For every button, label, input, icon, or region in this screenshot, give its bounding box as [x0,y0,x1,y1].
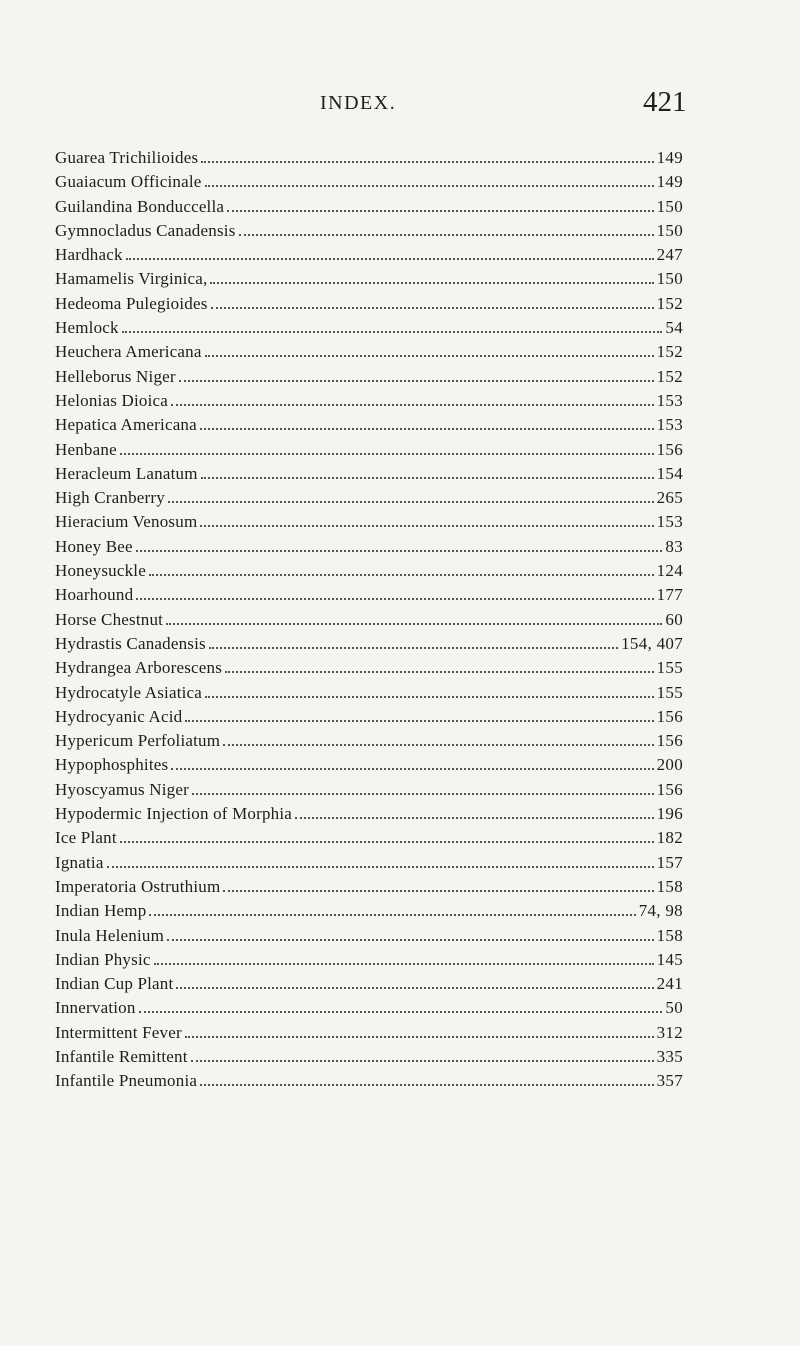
dot-leader [168,501,654,503]
entry-page-number: 153 [656,415,683,435]
entry-page-number: 155 [656,658,683,678]
entry-term: Hamamelis Virginica, [55,269,208,289]
dot-leader [122,331,663,333]
entry-term: Heracleum Lanatum [55,463,198,483]
entry-term: Indian Physic [55,949,151,969]
index-entry [55,875,683,899]
dot-leader [107,866,654,868]
entry-page-number: 335 [656,1046,683,1066]
dot-leader [171,768,653,770]
index-entry [55,413,683,437]
dot-leader [223,890,653,892]
entry-page-number: 149 [656,148,683,167]
entry-term: Ignatia [55,852,104,872]
entry-page-number: 149 [656,172,683,192]
index-entry [55,292,683,316]
entry-page-number: 74, 98 [638,901,683,921]
index-entry [55,924,683,948]
dot-leader [205,355,654,357]
page-number: 421 [643,86,687,118]
dot-leader [223,744,653,746]
index-entry [55,972,683,996]
entry-term: Guilandina Bonduccella [55,196,225,216]
entry-term: Hardhack [55,245,123,265]
index-entry [55,535,683,559]
entry-term: Hyoscyamus Niger [55,779,189,799]
entry-term: Infantile Remittent [55,1046,188,1066]
dot-leader [227,210,653,212]
entry-page-number: 155 [656,682,683,702]
dot-leader [167,939,654,941]
entry-term: Hypophosphites [55,755,169,775]
dot-leader [295,817,654,819]
index-entries [55,146,683,1094]
dot-leader [179,380,654,382]
index-entry [55,170,683,194]
index-entry [55,146,683,170]
dot-leader [201,161,653,163]
entry-page-number: 158 [656,925,683,945]
entry-page-number: 150 [656,220,683,240]
index-entry [55,1069,683,1093]
entry-term: Hoarhound [55,585,134,605]
dot-leader [211,307,654,309]
dot-leader [200,428,654,430]
entry-term: Horse Chestnut [55,609,164,629]
entry-term: Guaiacum Officinale [55,172,202,192]
index-entry [55,608,683,632]
index-entry [55,340,683,364]
index-entry [55,267,683,291]
entry-page-number: 200 [656,755,683,775]
dot-leader [239,234,654,236]
entry-term: Helleborus Niger [55,366,176,386]
entry-term: Hepatica Americana [55,415,197,435]
entry-term: Honey Bee [55,536,133,556]
dot-leader [166,623,662,625]
entry-term: Infantile Pneumonia [55,1071,198,1091]
entry-page-number: 83 [665,536,683,556]
dot-leader [120,841,654,843]
entry-term: Helonias Dioica [55,390,168,410]
index-entry [55,778,683,802]
index-entry [55,365,683,389]
entry-term: Hydrocatyle Asiatica [55,682,203,702]
index-entry [55,826,683,850]
entry-page-number: 152 [656,293,683,313]
entry-page-number: 156 [656,779,683,799]
dot-leader [136,550,663,552]
dot-leader [205,185,654,187]
entry-page-number: 154 [656,463,683,483]
entry-page-number: 182 [656,828,683,848]
entry-term: Gymnocladus Canadensis [55,220,236,240]
dot-leader [136,598,653,600]
index-entry [55,729,683,753]
entry-page-number: 177 [656,585,683,605]
index-entry [55,802,683,826]
dot-leader [154,963,654,965]
index-entry [55,948,683,972]
entry-term: Intermittent Fever [55,1022,182,1042]
index-entry [55,1045,683,1069]
index-entry [55,996,683,1020]
entry-page-number: 265 [656,488,683,508]
entry-page-number: 153 [656,512,683,532]
index-entry [55,753,683,777]
index-entry [55,1021,683,1045]
entry-term: Honeysuckle [55,561,146,581]
dot-leader [126,258,654,260]
entry-page-number: 156 [656,706,683,726]
dot-leader [201,477,654,479]
entry-page-number: 50 [665,998,683,1018]
entry-term: Hydrangea Arborescens [55,658,223,678]
index-entry [55,316,683,340]
entry-term: Inula Helenium [55,925,165,945]
index-entry [55,243,683,267]
entry-term: Hydrastis Canadensis [55,633,206,653]
entry-page-number: 152 [656,366,683,386]
dot-leader [176,987,653,989]
dot-leader [192,793,654,795]
index-entry [55,195,683,219]
entry-term: Indian Cup Plant [55,974,174,994]
dot-leader [149,574,654,576]
dot-leader [191,1060,654,1062]
entry-page-number: 247 [656,245,683,265]
index-entry [55,632,683,656]
entry-term: Hemlock [55,318,119,338]
entry-page-number: 156 [656,439,683,459]
page-title: INDEX. [320,92,397,114]
entry-page-number: 54 [665,318,683,338]
entry-term: Innervation [55,998,136,1018]
entry-term: Hedeoma Pulegioides [55,293,208,313]
dot-leader [139,1011,663,1013]
entry-term: High Cranberry [55,488,165,508]
dot-leader [225,671,654,673]
entry-page-number: 152 [656,342,683,362]
entry-term: Hieracium Venosum [55,512,198,532]
entry-page-number: 241 [656,974,683,994]
entry-page-number: 145 [656,949,683,969]
entry-term: Heuchera Americana [55,342,202,362]
index-entry [55,559,683,583]
entry-term: Imperatoria Ostruthium [55,876,221,896]
entry-page-number: 157 [656,852,683,872]
entry-page-number: 150 [656,269,683,289]
entry-page-number: 153 [656,390,683,410]
dot-leader [200,525,653,527]
dot-leader [209,647,618,649]
entry-term: Ice Plant [55,828,117,848]
entry-page-number: 154, 407 [621,633,683,653]
entry-page-number: 357 [656,1071,683,1091]
entry-page-number: 156 [656,731,683,751]
index-entry [55,389,683,413]
index-entry [55,583,683,607]
index-entry [55,486,683,510]
index-entry [55,851,683,875]
index-entry [55,899,683,923]
dot-leader [171,404,654,406]
entry-term: Hypodermic Injection of Morphia [55,804,293,824]
page-header [0,86,800,126]
entry-term: Hypericum Perfoliatum [55,731,221,751]
dot-leader [149,914,635,916]
entry-page-number: 196 [656,804,683,824]
entry-page-number: 158 [656,876,683,896]
dot-leader [185,1036,654,1038]
entry-term: Guarea Trichilioides [55,148,199,167]
dot-leader [120,453,654,455]
index-entry [55,510,683,534]
index-entry [55,681,683,705]
index-entry [55,219,683,243]
dot-leader [200,1084,653,1086]
index-entry [55,438,683,462]
entry-page-number: 60 [665,609,683,629]
index-entry [55,656,683,680]
index-entry [55,462,683,486]
entry-page-number: 150 [656,196,683,216]
dot-leader [205,696,654,698]
entry-term: Hydrocyanic Acid [55,706,183,726]
dot-leader [185,720,653,722]
entry-page-number: 312 [656,1022,683,1042]
index-entry [55,705,683,729]
entry-term: Indian Hemp [55,901,147,921]
entry-page-number: 124 [656,561,683,581]
entry-term: Henbane [55,439,117,459]
dot-leader [210,282,653,284]
